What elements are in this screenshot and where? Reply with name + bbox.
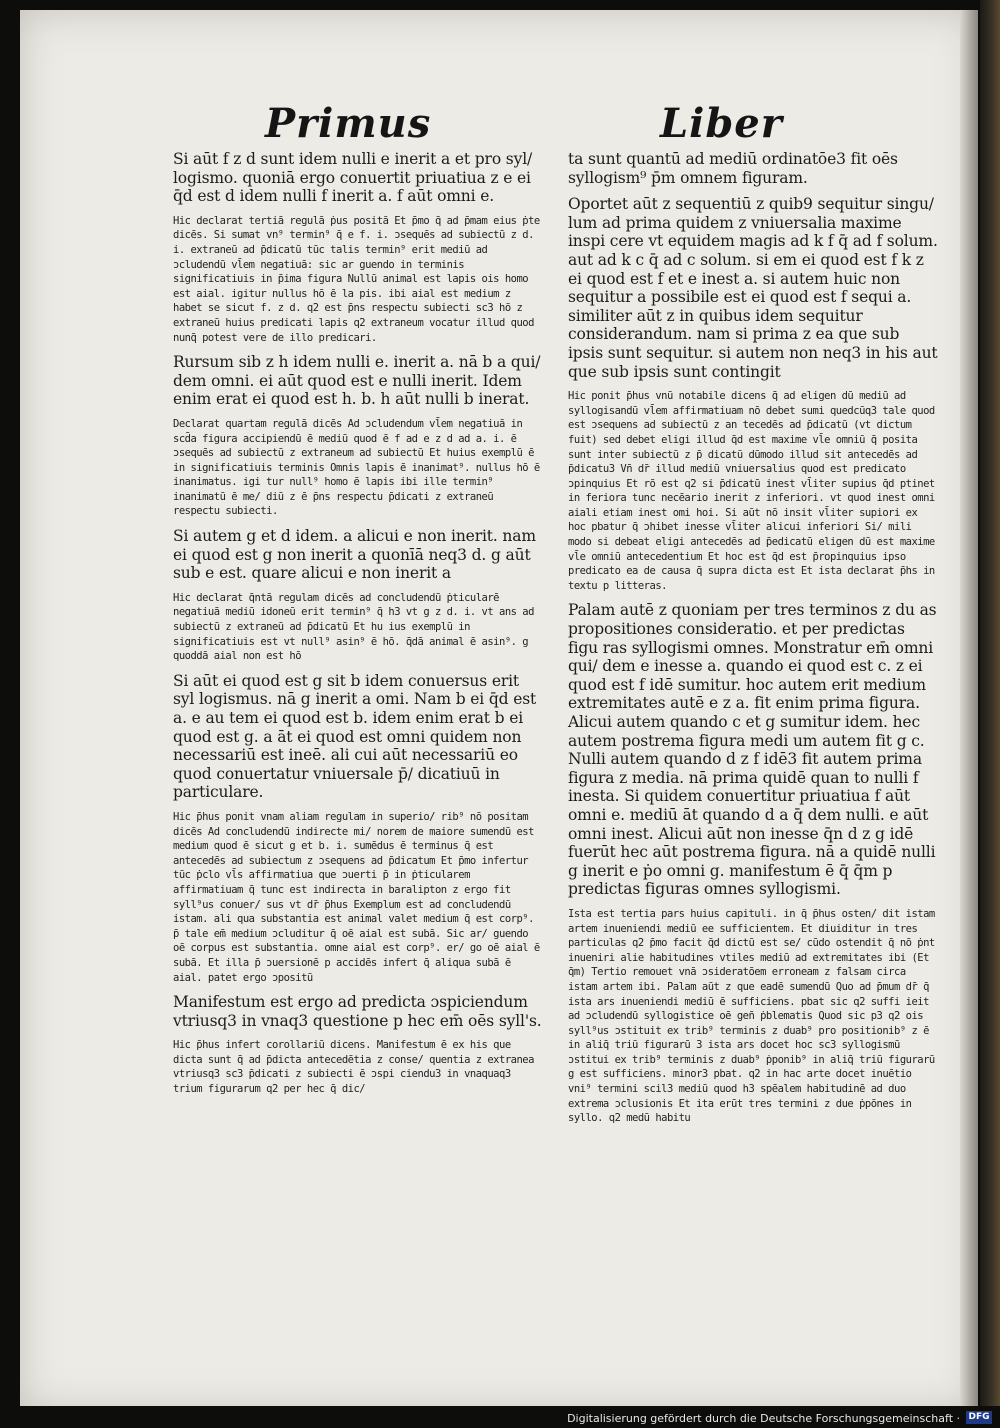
left-column [173,150,543,1105]
dfg-logo: DFG [966,1411,992,1424]
text-paragraph: Manifestum est ergo ad predicta ɔspiciendum vtriusq3 in vnaq3 questione p hec em̄ oēs syll's. [173,993,542,1030]
commentary-paragraph: Hic p̄hus ponit vnam aliam regulam in superio/ rib⁹ nō positam dicēs Ad concludendū indirecte mi/ norem de maiore sumendū est medium quod ē sicut g et b. i. sumēdus ē terminus q̄ est antecedēs ad subiectum z ɔsequens ad p̄dicatum Et p̄mo infertur tūc ṗclo vl̄s affirmatiua que ɔuerti p̄ in ṗticularem affirmatiuam q̄ tunc est indirecta in baralipton z ergo fit syll⁹us conuer/ sus vt dr̄ p̄hus Exemplum est ad concludendū istam. ali qua substantia est animal valet medium q̄ est corp⁹. p̄ tale em̄ medium ɔcluditur q̄ oē aial est subā. Sic ar/ guendo oē corpus est substantia. omne aial est corp⁹. er/ go oē aial ē subā. Et illa p̄ ɔuersionē p accidēs infert q̄ aliqua subā ē aial. patet ergo ɔpositū [173,810,540,984]
commentary-paragraph: Hic p̄hus infert corollariū dicens. Manifestum ē ex his que dicta sunt q̄ ad p̄dicta antecedētia z conse/ quentia z extranea vtriusq3 sc3 p̄dicati z subiecti ē ɔspi ciendu3 in vnaquaq3 trium figurarum q2 per hec q̄ dic/ [173,1039,534,1096]
running-head-left: Primus [265,100,432,147]
right-column [568,150,938,1134]
text-paragraph: Palam autē z quoniam per tres terminos z du as propositiones consideratio. et per predictas figu ras syllogismi omnes. Monstratur em̄ omni qui/ dem e inesse a. quando ei quod est c. z ei quod est f idē sumitur. hoc autem erit medium extremitates autē e z a. fit enim prima figura. Alicui autem quando c et g sumitur idem. hec autem postrema figura medi um autem fit g c. Nulli autem quando d z f idē3 fit autem prima figura z media. nā prima quidē quan to nulli f inesta. Si quidem conuertitur priuatiua f aūt omni e. mediū āt quando d a q̄ dem nulli. e aūt omni inest. Alicui aūt non inesse q̄n d z g idē fuerūt hec aūt postrema figura. nā a quidē nulli g inerit e ṗo omni g. manifestum ē q̄ q̄m p predictas figuras omnes syllogismi. [568,601,937,899]
running-head-right: Liber [660,100,783,147]
footer-credit: Digitalisierung gefördert durch die Deutsche Forschungsgemeinschaft · [567,1412,960,1425]
text-paragraph: Si aūt f z d sunt idem nulli e inerit a et pro syl/ logismo. quoniā ergo conuertit priuatiua z e ei q̄d est d idem nulli f inerit a. f aūt omni e. [173,150,533,206]
text-paragraph: Oportet aūt z sequentiū z quib9 sequitur singu/ lum ad prima quidem z vniuersalia maxime inspi cere vt equidem magis ad k f q̄ ad f solum. aut ad k c q̄ ad c solum. si em ei quod est f k z ei quod est f et e inest a. si autem huic non sequitur a possibile est ei quod est f sequi a. similiter aūt z in quibus idem sequitur considerandum. nam si prima z ea que sub ipsis sunt sequitur. si autem non neq3 in his aut que sub ipsis sunt contingit [568,195,938,381]
text-paragraph: Si autem g et d idem. a alicui e non inerit. nam ei quod est g non inerit a quonīā neq3 d. g aūt sub e est. quare alicui e non inerit a [173,527,536,583]
text-paragraph: Rursum sib z h idem nulli e. inerit a. nā b a qui/ dem omni. ei aūt quod est e nulli inerit. Idem enim erat ei quod est h. b. h aūt nulli b inerat. [173,353,541,409]
commentary-paragraph: Hic declarat q̄ntā regulam dicēs ad concludendū ṗticularē negatiuā mediū idoneū erit termin⁹ q̄ h3 vt g z d. i. vt ans ad subiectū z extraneū ad p̄dicatū Et hu ius exemplū in significatiuis est vt null⁹ asin⁹ ē hō. q̄dā animal ē asin⁹. g quoddā aial non est hō [173,591,534,663]
commentary-paragraph: Declarat quartam regulā dicēs Ad ɔcludendum vl̄em negatiuā in scd̄a figura accipiendū ē mediū quod ē f ad e z d ad a. i. ē ɔsequēs ad subiectū z extraneum ad subiectū Et huius exemplū ē in significatiuis terminis Omnis lapis ē inanimat⁹. nullus hō ē inanimatus. igi tur null⁹ homo ē lapis ibi ille termin⁹ inanimatū ē me/ diū z ē p̄ns respectu p̄dicati z extraneū respectu subiecti. [173,417,540,518]
text-paragraph: ta sunt quantū ad mediū ordinatōe3 fit oēs syllogism⁹ p̄m omnem figuram. [568,150,898,187]
commentary-paragraph: Hic ponit p̄hus vnū notabile dicens q̄ ad eligen dū mediū ad syllogisandū vl̄em affirmatiuam nō debet sumi quedcūq3 tale quod est ɔsequens ad subiectū z an tecedēs ad p̄dicatū (vt dictum fuit) sed debet eligi illud q̄d est maxime vl̄e omniū q̄ posita sunt inter subiectū z p̄ dicatū dūmodo illud sit antecedēs ad p̄dicatu3 Vn̄ dr̄ illud mediū vniuersalius quod est predicato ɔpinquius Et rō est q2 si p̄dicatū inest vl̄iter supius q̄d ptinet in feriora tunc necēario inerit z inferiori. vt quod inest omni aiali etiam inest omi hoi. Si aūt nō insit vl̄iter supiori ex hoc pbatur q̄ ɔhibet inesse vl̄iter alicui inferiori Si/ mili modo si debeat eligi antecedēs ad p̄edicatū eligen dū est maxime vl̄e omniū antecedentium Et hoc est q̄d est p̄ropinquius ipso predicato ea de causa q̄ supra dicta est Et ista declarat p̄hs in textu p litteras. [568,390,935,592]
page-gutter [960,10,978,1412]
commentary-paragraph: Hic declarat tertiā regulā ṗus positā Et p̄mo q̄ ad p̄mam eius ṗte dicēs. Si sumat vn⁹ termin⁹ q̄ e f. i. ɔsequēs ad subiectū z d. i. extraneū ad p̄dicatū tūc talis termin⁹ erit mediū ad ɔcludendū vl̄em negatiuā: sic ar guendo in terminis significatiuis in p̄ima figura Nullū animal est lapis ois homo est aial. igitur nullus hō ē la pis. ibi aial est medium z habet se sicut f. z d. q2 est p̄ns respectu subiecti sc3 hō z extraneū huius predicati lapis q2 extraneum vocatur illud quod nunq̄ potest vere de illo predicari. [173,214,540,344]
book-edge [980,0,1000,1428]
text-paragraph: Si aūt ei quod est g sit b idem conuersus erit syl logismus. nā g inerit a omi. Nam b ei q̄d est a. e au tem ei quod est b. idem enim erat b ei quod est g. a āt ei quod est omni quidem non necessariū est ineē. ali cui aūt necessariū eo quod conuertatur vniuersale p̄/ dicatiuū in particulare. [173,671,537,802]
commentary-paragraph: Ista est tertia pars huius capituli. in q̄ p̄hus osten/ dit istam artem inueniendi mediū ee sufficientem. Et diuiditur in tres particulas q2 p̄mo facit q̄d dictū est se/ cūdo ostendit q̄ nō ṗnt inueniri alie habitudines vtiles mediū ad extremitates ibi (Et q̄m) Tertio remouet vnā ɔsideratōem erroneam z falsam circa istam artem ibi. Palam aūt z que eadē sumendū Quo ad p̄mum dr̄ q̄ ista ars inueniendi mediū ē sufficiens. pbat sic q2 suffi ieit ad ɔcludendū syllogistice oē gen̄ ṗblematis Quod sic p3 q2 ois syll⁹us ɔstituit ex trib⁹ terminis z duab⁹ pro positionib⁹ z ē in aliq̄ triū figurarū 3 ista ars docet hoc sc3 syllogismū ɔstitui ex trib⁹ terminis z duab⁹ ṗponib⁹ in aliq̄ triū figurarū g est sufficiens. minor3 pbat. q2 in hac arte docet inuētio vni⁹ termini scil3 mediū quod h3 spēalem habitudinē ad duo extrema ɔclusionis Et ita erūt tres termini z due ṗpōnes in syllo. q2 medū habitu [568,907,935,1125]
